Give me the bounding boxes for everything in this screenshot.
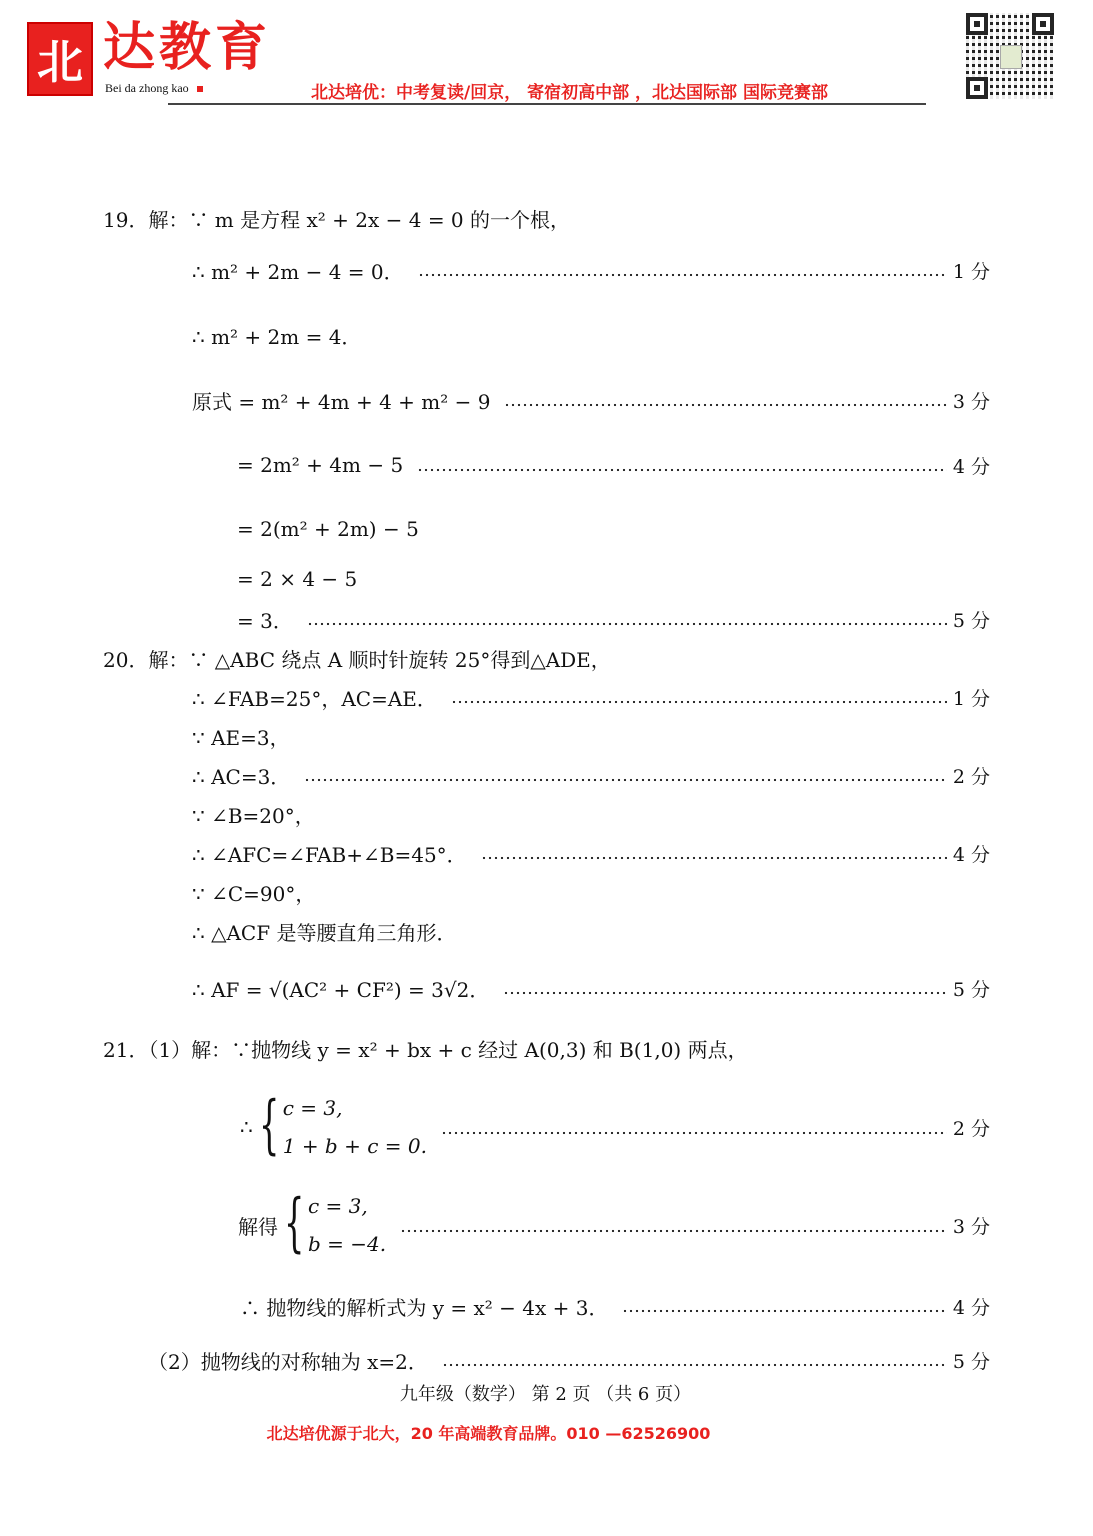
logo-text: 达教育 — [103, 17, 272, 78]
q20-line-9 — [192, 973, 990, 1003]
qr-finder — [966, 13, 988, 35]
score: 3 分 — [952, 1215, 990, 1238]
formula: ∴ ∠AFC=∠FAB+∠B=45°． — [192, 842, 467, 867]
score: 5 分 — [952, 609, 990, 632]
q19-line-8 — [237, 604, 990, 634]
dot-leader — [622, 1309, 946, 1313]
score: 1 分 — [952, 687, 990, 710]
formula: 原式 = m² + 4m + 4 + m² − 9 — [192, 389, 491, 414]
brace-glyph: { — [284, 1187, 304, 1260]
footer-advert: 北达培优源于北大，20 年高端教育品牌。010 —62526900 — [266, 1424, 711, 1443]
q19-line-5 — [237, 450, 990, 480]
score: 4 分 — [952, 843, 990, 866]
q19-line-6: = 2(m² + 2m) − 5 — [237, 517, 419, 541]
dot-leader — [417, 468, 947, 472]
q20-line-8: ∴ △ACF 是等腰直角三角形． — [192, 920, 457, 945]
q21-line-5 — [148, 1345, 990, 1375]
q21-line-1: 21．（1）解：∵抛物线 y = x² + bx + c 经过 A(0,3) 和 B(1,0) 两点， — [103, 1037, 748, 1062]
solve-label: 解得 — [238, 1214, 278, 1239]
q21-system-2 — [238, 1187, 990, 1263]
score: 5 分 — [952, 978, 990, 1001]
score: 2 分 — [952, 765, 990, 788]
brace-icon — [284, 1187, 304, 1263]
dot-leader — [418, 273, 947, 277]
header-divider — [168, 103, 926, 105]
q20-line-7: ∵ ∠C=90°， — [192, 881, 316, 906]
logo-subtitle-text: Bei da zhong kao — [105, 81, 189, 95]
dot-leader — [304, 778, 947, 782]
q20-line-6 — [192, 838, 990, 868]
dot-leader — [307, 622, 947, 626]
dot-leader — [481, 856, 947, 860]
logo-mark: 北 — [27, 22, 93, 96]
qr-finder — [966, 77, 988, 99]
score: 2 分 — [952, 1117, 990, 1140]
score: 4 分 — [952, 1296, 990, 1319]
page-footer: 九年级（数学） 第 2 页 （共 6 页） — [399, 1384, 692, 1405]
dot-leader — [441, 1131, 947, 1135]
q19-line-3: ∴ m² + 2m = 4． — [192, 324, 362, 349]
q20-line-5: ∵ ∠B=20°， — [192, 803, 315, 828]
q19-line-2 — [192, 255, 990, 285]
score: 1 分 — [952, 260, 990, 283]
formula: ∴ AC=3． — [192, 764, 291, 789]
brace-icon — [259, 1089, 279, 1165]
q19-line-4 — [192, 385, 990, 415]
dot-leader — [400, 1229, 947, 1233]
q21-line-4 — [240, 1291, 990, 1321]
formula: ∴ AF = √(AC² + CF²) = 3√2． — [192, 977, 490, 1002]
q21-system-1 — [240, 1089, 990, 1165]
qr-code-icon — [966, 13, 1054, 99]
formula: = 2m² + 4m − 5 — [237, 453, 404, 477]
q20-line-4 — [192, 760, 990, 790]
formula: ∴ m² + 2m − 4 = 0． — [192, 259, 404, 284]
formula: ∴ 抛物线的解析式为 y = x² − 4x + 3． — [240, 1295, 609, 1320]
equation-stack — [283, 1089, 427, 1165]
logo-subtitle — [105, 81, 203, 95]
equation-stack — [308, 1187, 386, 1263]
therefore: ∴ — [240, 1115, 253, 1139]
equation: 1 + b + c = 0. — [282, 1134, 427, 1158]
q19-line-7: = 2 × 4 − 5 — [237, 567, 358, 591]
qr-finder — [1032, 13, 1054, 35]
dot-leader — [451, 700, 947, 704]
formula: = 3． — [237, 608, 293, 633]
q20-line-2 — [192, 682, 990, 712]
square-icon — [197, 86, 203, 92]
formula: （2）抛物线的对称轴为 x=2． — [148, 1349, 428, 1374]
equation: c = 3, — [308, 1194, 368, 1218]
header-slogan: 北达培优：中考复读/回京， 寄宿初高中部 ，北达国际部 国际竞赛部 — [311, 83, 828, 103]
score: 5 分 — [952, 1350, 990, 1373]
q20-line-1: 20．解：∵ △ABC 绕点 A 顺时针旋转 25°得到△ADE， — [103, 647, 611, 672]
q19-line-1: 19．解：∵ m 是方程 x² + 2x − 4 = 0 的一个根， — [103, 207, 571, 232]
equation: c = 3, — [282, 1096, 343, 1120]
equation: b = −4. — [308, 1232, 387, 1256]
score: 3 分 — [952, 390, 990, 413]
brace-glyph: { — [258, 1089, 279, 1162]
dot-leader — [503, 991, 947, 995]
formula: ∴ ∠FAB=25°，AC=AE． — [192, 686, 437, 711]
q20-line-3: ∵ AE=3， — [192, 725, 290, 750]
dot-leader — [442, 1363, 947, 1367]
dot-leader — [504, 403, 946, 407]
qr-logo — [1000, 45, 1022, 69]
score: 4 分 — [952, 455, 990, 478]
